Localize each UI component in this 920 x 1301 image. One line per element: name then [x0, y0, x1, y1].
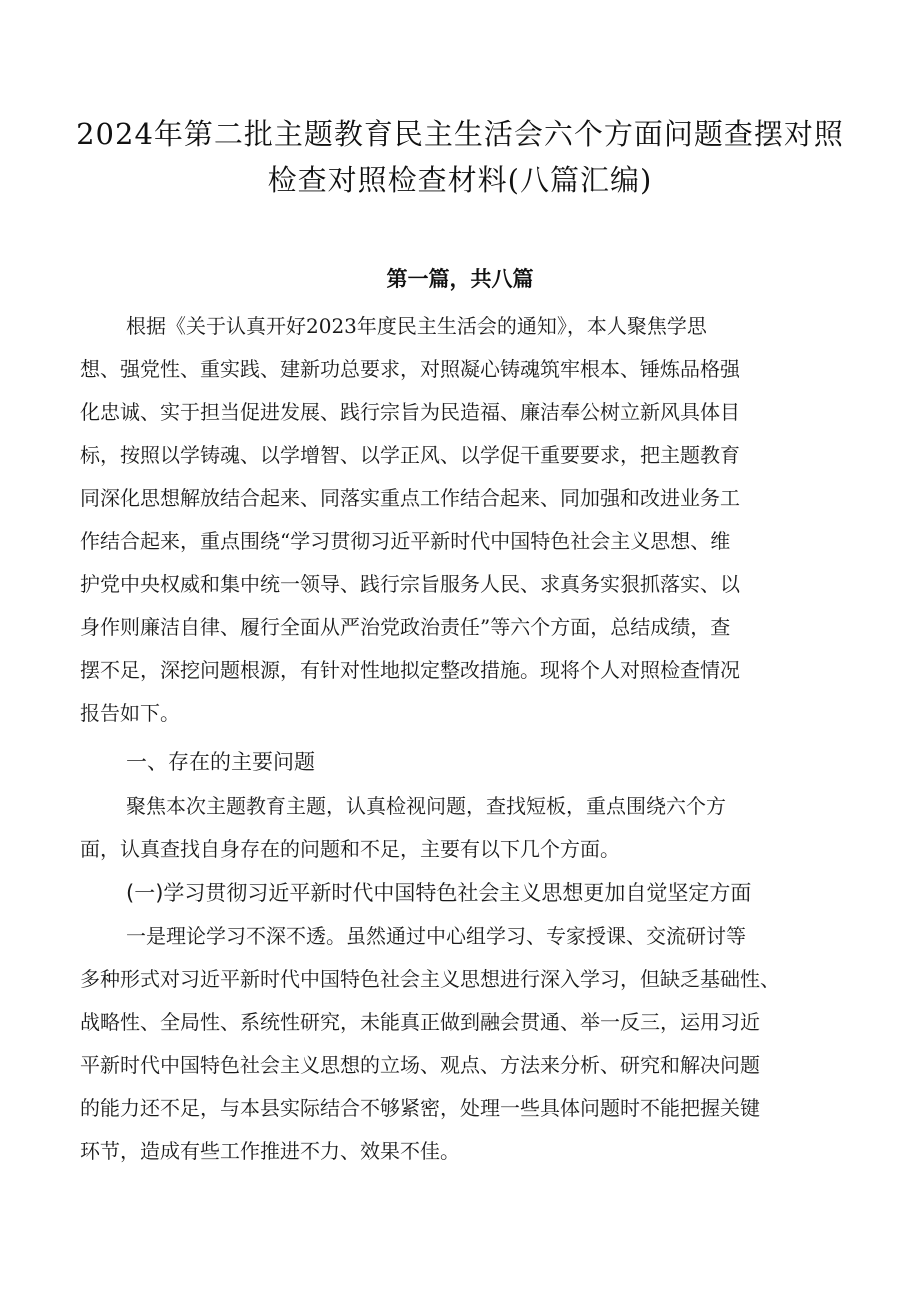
- paragraph-line: 护党中央权威和集中统一领导、践行宗旨服务人民、求真务实狠抓落实、以: [80, 572, 740, 596]
- paragraph-line: 聚焦本次主题教育主题，认真检视问题，查找短板，重点围绕六个方: [126, 794, 726, 818]
- section-title: 第一篇，共八篇: [386, 267, 534, 291]
- paragraph-line: 想、强党性、重实践、建新功总要求，对照凝心铸魂筑牢根本、锤炼品格强: [80, 357, 740, 381]
- paragraph-line: 化忠诚、实于担当促进发展、践行宗旨为民造福、廉洁奉公树立新风具体目: [80, 400, 740, 424]
- paragraph-line: 摆不足，深挖问题根源，有针对性地拟定整改措施。现将个人对照检查情况: [80, 658, 740, 682]
- paragraph-line: 面，认真查找自身存在的问题和不足，主要有以下几个方面。: [80, 837, 620, 861]
- paragraph-line: 报告如下。: [80, 701, 180, 725]
- paragraph-line: 平新时代中国特色社会主义思想的立场、观点、方法来分析、研究和解决问题: [80, 1053, 760, 1077]
- paragraph-line: 一是理论学习不深不透。虽然通过中心组学习、专家授课、交流研讨等: [126, 924, 746, 948]
- paragraph-line: 作结合起来，重点围绕“学习贯彻习近平新时代中国特色社会主义思想、维: [80, 529, 731, 553]
- paragraph-line: 的能力还不足，与本县实际结合不够紧密，处理一些具体问题时不能把握关键: [80, 1096, 760, 1120]
- paragraph-line: 身作则廉洁自律、履行全面从严治党政治责任”等六个方面，总结成绩，查: [80, 615, 731, 639]
- paragraph-line: 战略性、全局性、系统性研究，未能真正做到融会贯通、举一反三，运用习近: [80, 1010, 760, 1034]
- paragraph-line: 环节，造成有些工作推进不力、效果不佳。: [80, 1139, 460, 1163]
- paragraph-line: 根据《关于认真开好2023年度民主生活会的通知》，本人聚焦学思: [126, 314, 707, 338]
- paragraph-line: 多种形式对习近平新时代中国特色社会主义思想进行深入学习，但缺乏基础性、: [80, 967, 780, 991]
- subheading-1: (一)学习贯彻习近平新时代中国特色社会主义思想更加自觉坚定方面: [126, 881, 752, 905]
- document-title-line-1: 2024年第二批主题教育民主生活会六个方面问题查摆对照: [76, 117, 844, 151]
- paragraph-line: 标，按照以学铸魂、以学增智、以学正风、以学促干重要要求，把主题教育: [80, 443, 740, 467]
- paragraph-line: 同深化思想解放结合起来、同落实重点工作结合起来、同加强和改进业务工: [80, 486, 740, 510]
- heading-main-problems: 一、存在的主要问题: [126, 750, 315, 774]
- document-title-line-2: 检查对照检查材料(八篇汇编): [267, 163, 653, 197]
